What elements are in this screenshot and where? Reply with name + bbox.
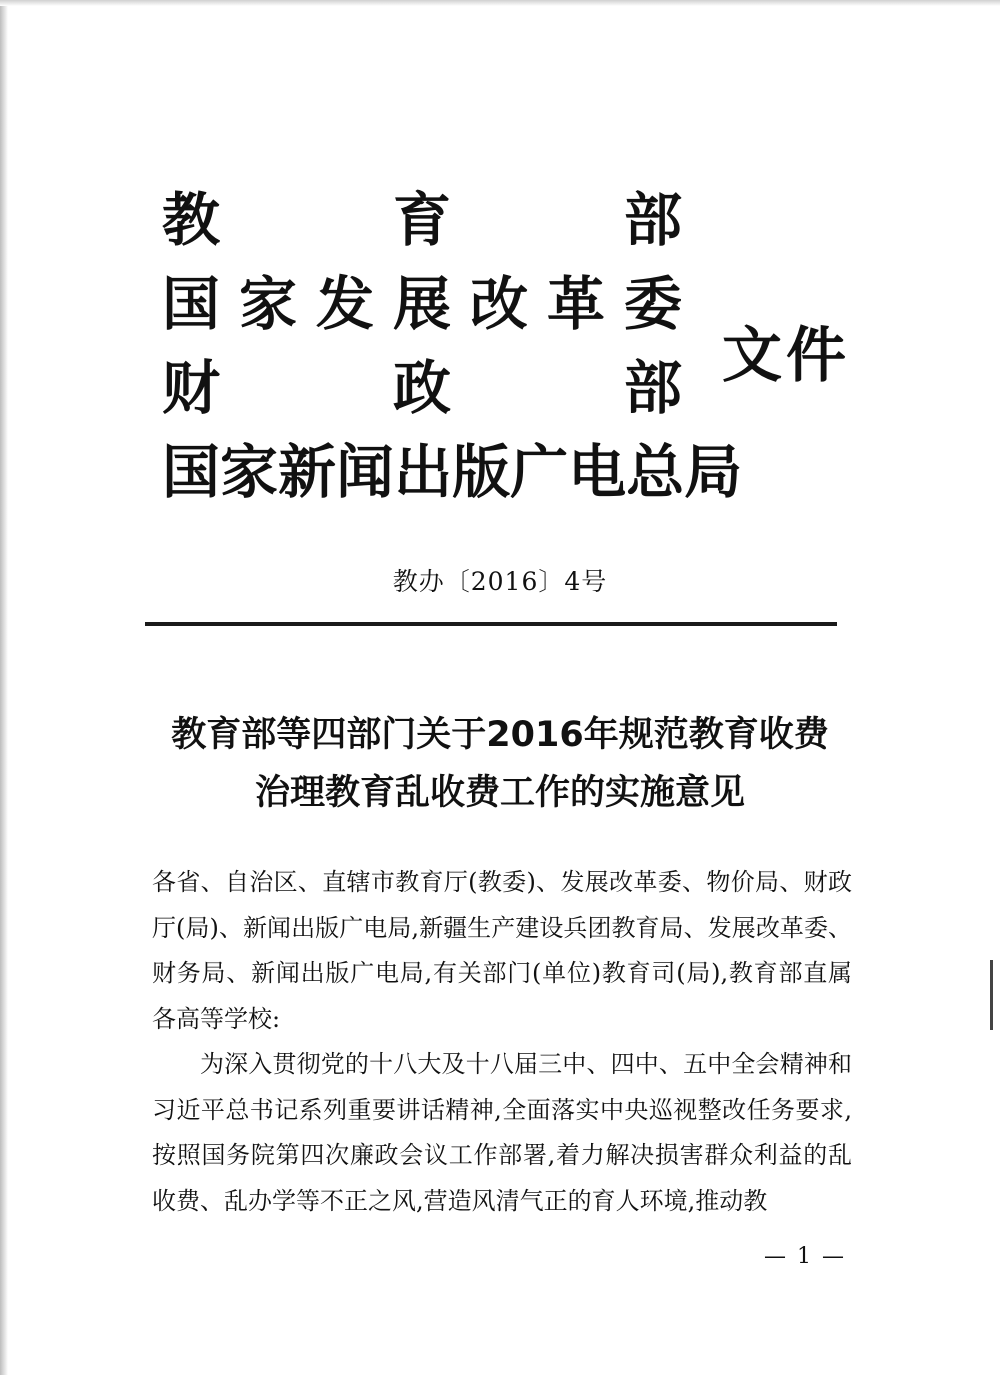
issuer-char: 新	[278, 438, 337, 506]
issuer-char: 发	[315, 270, 374, 338]
issuer-block	[162, 178, 743, 514]
issuer-char: 部	[623, 354, 682, 422]
issuer-char: 家	[238, 270, 297, 338]
document-body	[152, 860, 852, 1224]
issuer-char: 国	[162, 438, 221, 506]
issuer-char: 政	[392, 354, 451, 422]
issuer-char: 闻	[336, 438, 395, 506]
document-label: 文件	[722, 321, 850, 391]
title-line-2: 治理教育乱收费工作的实施意见	[254, 773, 745, 813]
issuer-char: 展	[392, 270, 451, 338]
issuer-char: 教	[162, 186, 221, 254]
issuer-line-finance	[162, 346, 682, 430]
issuer-char: 总	[626, 438, 685, 506]
title-line-1: 教育部等四部门关于2016年规范教育收费	[171, 715, 829, 755]
issuer-char: 局	[684, 438, 743, 506]
issuer-line-press	[162, 430, 743, 514]
issuer-char: 家	[220, 438, 279, 506]
issuer-char: 电	[568, 438, 627, 506]
issuer-char: 育	[392, 186, 451, 254]
issuer-char: 版	[452, 438, 511, 506]
document-number: 教办〔2016〕4号	[392, 567, 608, 596]
issuer-line-education	[162, 178, 682, 262]
issuer-char: 国	[162, 270, 221, 338]
scan-edge-left	[0, 0, 8, 1375]
binding-mark	[990, 960, 993, 1030]
issuer-char: 部	[623, 186, 682, 254]
issuer-char: 委	[623, 270, 682, 338]
issuer-line-ndrc	[162, 262, 682, 346]
issuer-char: 革	[546, 270, 605, 338]
issuer-char: 广	[510, 438, 569, 506]
document-title	[0, 706, 1000, 822]
header-divider-rule	[145, 622, 837, 626]
body-paragraph-1: 为深入贯彻党的十八大及十八届三中、四中、五中全会精神和习近平总书记系列重要讲话精神,全面落实中央巡视整改任务要求,按照国务院第四次廉政会议工作部署,着力解决损害群众利益的乱收费、乱办学等不正之风,营造风清气正的育人环境,推动教	[152, 1050, 852, 1215]
page-number: — 1 —	[764, 1244, 846, 1269]
addressee-paragraph: 各省、自治区、直辖市教育厅(教委)、发展改革委、物价局、财政厅(局)、新闻出版广电局,新疆生产建设兵团教育局、发展改革委、财务局、新闻出版广电局,有关部门(单位)教育司(局),教育部直属各高等学校:	[152, 868, 852, 1033]
issuer-char: 出	[394, 438, 453, 506]
issuer-char: 改	[469, 270, 528, 338]
scan-edge-top	[0, 0, 1000, 6]
issuer-char: 财	[162, 354, 221, 422]
